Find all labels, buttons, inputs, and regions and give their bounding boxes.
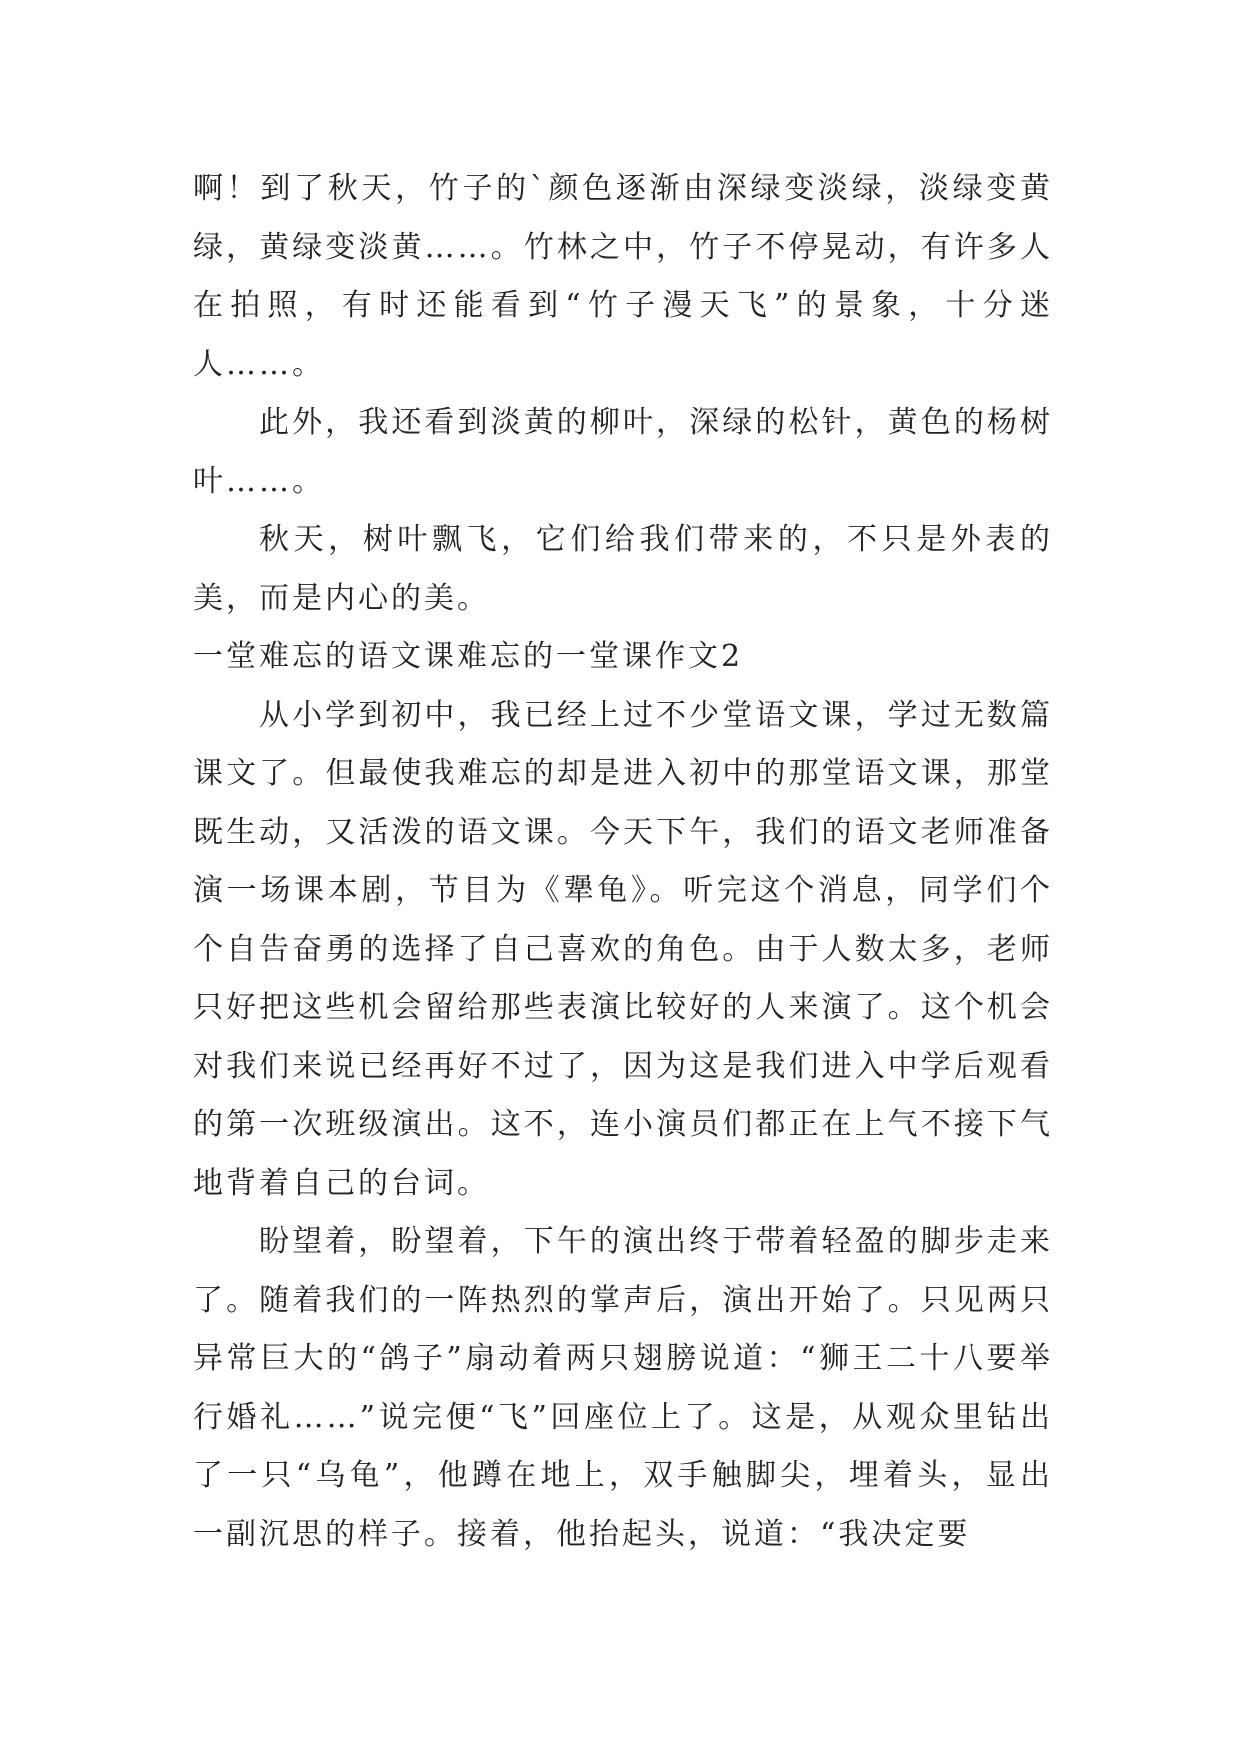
document-body [193, 160, 1053, 1564]
paragraph-performance: 盼望着，盼望着，下午的演出终于带着轻盈的脚步走来了。随着我们的一阵热烈的掌声后，演出开始了。只见两只异常巨大的“鸽子”扇动着两只翅膀说道：“狮王二十八要举行婚礼……”说完便“飞”回座位上了。这是，从观众里钻出了一只“乌龟”，他蹲在地上，双手触脚尖，埋着头，显出一副沉思的样子。接着，他抬起头，说道：“我决定要 [193, 1224, 1053, 1552]
paragraph-autumn-beauty: 秋天，树叶飘飞，它们给我们带来的，不只是外表的美，而是内心的美。 [193, 522, 1053, 616]
paragraph-other-leaves: 此外，我还看到淡黄的柳叶，深绿的松针，黄色的杨树叶……。 [193, 405, 1053, 499]
paragraph-chinese-class: 从小学到初中，我已经上过不少堂语文课，学过无数篇课文了。但最使我难忘的却是进入初中的那堂语文课，那堂既生动，又活泼的语文课。今天下午，我们的语文老师准备演一场课本剧，节目为《犟龟》。听完这个消息，同学们个个自告奋勇的选择了自己喜欢的角色。由于人数太多，老师只好把这些机会留给那些表演比较好的人来演了。这个机会对我们来说已经再好不过了，因为这是我们进入中学后观看的第一次班级演出。这不，连小演员们都正在上气不接下气地背着自己的台词。 [193, 697, 1053, 1201]
essay-title: 一堂难忘的语文课难忘的一堂课作文2 [193, 639, 744, 674]
paragraph-bamboo-autumn: 啊！到了秋天，竹子的`颜色逐渐由深绿变淡绿，淡绿变黄绿，黄绿变淡黄……。竹林之中，竹子不停晃动，有许多人在拍照，有时还能看到“竹子漫天飞”的景象，十分迷人……。 [193, 171, 1053, 382]
